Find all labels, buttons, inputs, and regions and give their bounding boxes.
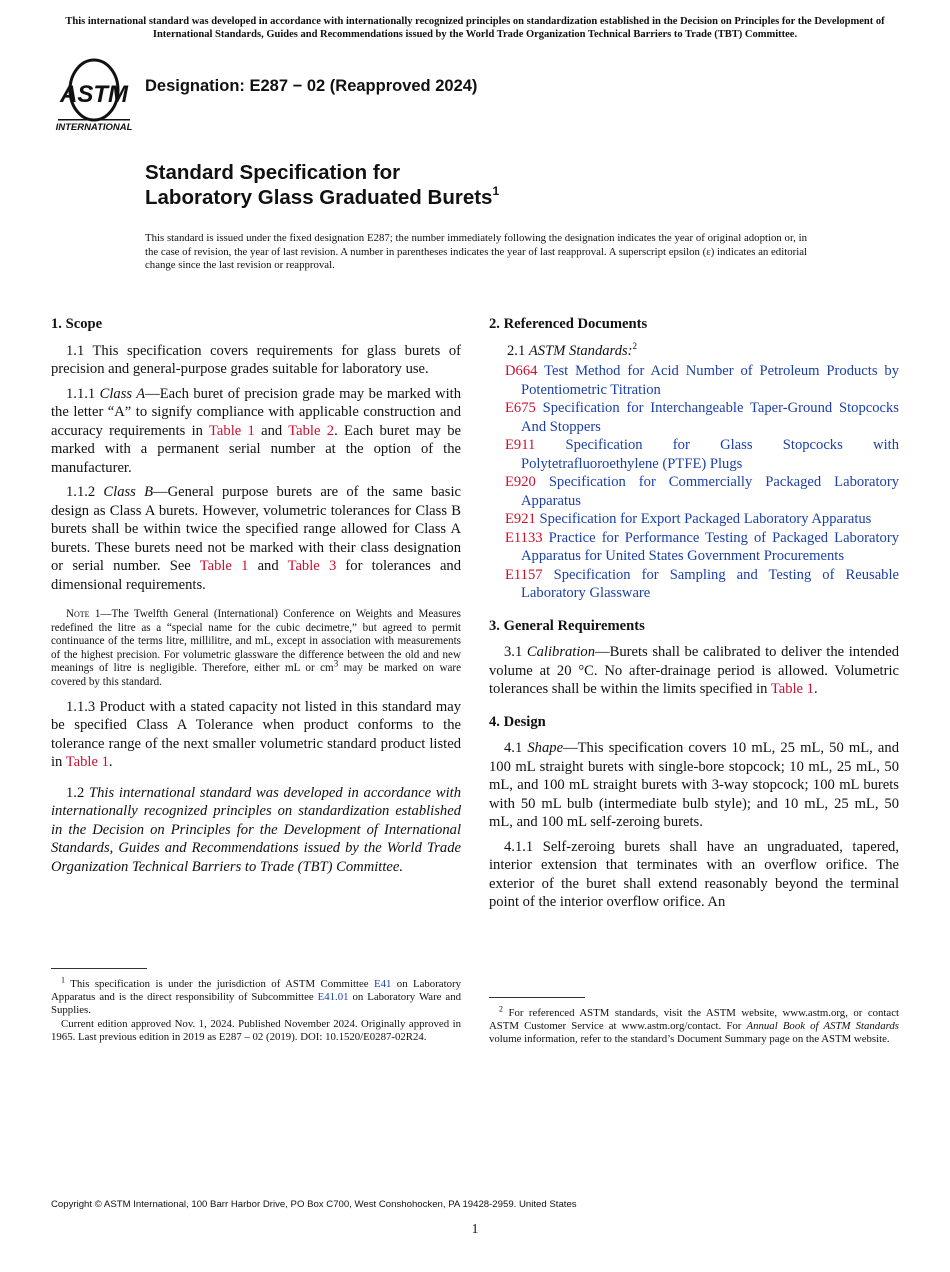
ref-item <box>489 529 899 566</box>
footnote-rule-left <box>51 968 147 969</box>
link-table-1[interactable]: Table 1 <box>770 681 814 697</box>
link-table-1[interactable]: Table 1 <box>199 558 249 574</box>
ref-item <box>489 566 899 603</box>
ref-code-link[interactable]: E920 <box>505 474 536 490</box>
astm-standards-heading: 2.1 ASTM Standards:$^2$ <box>507 340 638 359</box>
link-table-2[interactable]: Table 2 <box>288 422 335 439</box>
ref-code-link[interactable]: D664 <box>505 363 538 379</box>
ref-title-link[interactable]: Specification for Glass Stopcocks with Polytetrafluoroethylene (PTFE) Plugs <box>521 437 899 472</box>
link-table-1[interactable]: Table 1 <box>65 754 109 771</box>
section-heading-scope: 1. Scope <box>51 316 103 332</box>
copyright: Copyright © ASTM International, 100 Barr Harbor Drive, PO Box C700, West Conshohocken, PA 19428-2959. United States <box>51 1199 577 1210</box>
note-1: Note 1—The Twelfth General (International) Conference on Weights and Measures redefined the litre as a “special name for the cubic decimetre,” but agreed to permit continuance of the terms litre, millilitre, and mL, except in association with measurements of the highest precision. For volumetric glassware the difference between the old and new meanings of litre is negligible. Therefore, either mL or $cm^3$ may be marked on ware covered by this standard. <box>51 608 461 688</box>
ref-item <box>489 510 899 529</box>
title-footnote-mark: 1 <box>492 184 500 198</box>
ref-code-link[interactable]: E1133 <box>505 529 543 546</box>
footnote-rule-right <box>489 997 585 998</box>
footnote-2: $^2$ For referenced ASTM standards, visit the ASTM website, www.astm.org, or contact ASTM Customer Service at www.astm.org/contact. For Annual Book of ASTM Standards volume information, refer to the standard’s Document Summary page on the ASTM website. <box>489 1004 899 1046</box>
ref-item <box>489 362 899 399</box>
logo-sub: INTERNATIONAL <box>55 122 133 132</box>
astm-logo <box>54 56 134 132</box>
ref-title-link[interactable]: Specification for Export Packaged Laboratory Apparatus <box>539 511 872 527</box>
ref-code-link[interactable]: E675 <box>505 400 536 416</box>
ref-title-link[interactable]: Specification for Commercially Packaged Laboratory Apparatus <box>521 474 900 509</box>
link-e41-01[interactable]: E41.01 <box>317 991 349 1004</box>
link-e41[interactable]: E41 <box>373 978 392 990</box>
para-4-1: 4.1 Shape—This specification covers 10 mL, 25 mL, 50 mL, and 100 mL straight burets with single-bore stopcock; 10 mL, 25 mL, 50 mL, and 100 mL straight burets with 3-way stopcock; 100 mL burets with 50 mL bulb (intermediate bulb style); and 10 mL, 25 mL, 50 mL, and 100 mL self-zeroing burets. <box>489 740 899 830</box>
section-heading-refs: 2. Referenced Documents <box>489 316 648 332</box>
title-line-2: Laboratory Glass Graduated Burets$^1$ <box>145 184 500 209</box>
logo-text: ASTM <box>60 81 128 108</box>
document-title <box>145 160 499 210</box>
ref-title-link[interactable]: Specification for Interchangeable Taper-Ground Stopcocks And Stoppers <box>521 400 899 435</box>
para-1-1-3: 1.1.3 Product with a stated capacity not listed in this standard may be specified Class A Tolerance when product conforms to the tolerance range of the next smaller volumetric standard product listed in Table 1. <box>51 698 461 771</box>
ref-title-link[interactable]: Test Method for Acid Number of Petroleum Products by Potentiometric Titration <box>521 363 899 398</box>
ref-title-link[interactable]: Specification for Sampling and Testing of Reusable Laboratory Glassware <box>521 566 899 601</box>
top-notice: This international standard was developed in accordance with internationally recognized principles on standardization established in the Decision on Principles for the Development of International Standards, Guides and Recommendations issued by the World Trade Organization Technical Barriers to Trade (TBT) Committee. <box>65 16 885 40</box>
ref-item <box>489 473 899 510</box>
link-table-1[interactable]: Table 1 <box>209 422 255 439</box>
para-1-1-2: 1.1.2 Class B—General purpose burets are of the same basic design as Class A burets. However, volumetric tolerances for Class B burets shall be within twice the specified range allowed for Class A burets. These burets need not be marked with their class designation or serial number. See Table 1 and Table 3 for tolerances and dimensional requirements. <box>51 484 462 593</box>
ref-title-link[interactable]: Practice for Performance Testing of Packaged Laboratory Apparatus for United States Government Procurements <box>521 529 899 564</box>
ref-item <box>489 399 899 436</box>
link-table-3[interactable]: Table 3 <box>287 558 337 574</box>
para-3-1: 3.1 Calibration—Burets shall be calibrated to deliver the intended volume at 20 °C. No after-drainage period is allowed. Volumetric tolerances shall be within the limits specified in Table 1. <box>489 644 899 697</box>
ref-list <box>489 362 899 603</box>
ref-code-link[interactable]: E921 <box>505 511 536 527</box>
preamble: This standard is issued under the fixed designation E287; the number immediately following the designation indicates the year of original adoption or, in the case of revision, the year of last revision. A number in parentheses indicates the year of last reapproval. A superscript epsilon (ε) indicates an editorial change since the last revision or reapproval. <box>145 232 807 272</box>
section-heading-design: 4. Design <box>489 713 546 730</box>
title-line-1: Standard Specification for <box>145 161 401 184</box>
section-heading-general: 3. General Requirements <box>489 617 645 634</box>
page-number: 1 <box>471 1221 479 1236</box>
left-column <box>51 315 461 876</box>
para-1-2: 1.2 This international standard was developed in accordance with internationally recognized principles on standardization established in the Decision on Principles for the Development of International Standards, Guides and Recommendations issued by the World Trade Organization Technical Barriers to Trade (TBT) Committee. <box>51 784 462 875</box>
designation: Designation: E287 − 02 (Reapproved 2024) <box>145 77 478 95</box>
para-1-1: 1.1 This specification covers requirements for glass burets of precision and general-purpose grades suitable for laboratory use. <box>51 342 461 377</box>
footnote-1: $^1$ This specification is under the jurisdiction of ASTM Committee E41 on Laboratory Apparatus and is the direct responsibility of Subcommittee E41.01 on Laboratory Ware and Supplies. Current edition approved Nov. 1, 2024. Published November 2024. Originally approved in 1965. Last previous edition in 2019 as E287 – 02 (2019). DOI: 10.1520/E0287-02R24. <box>51 975 461 1043</box>
para-4-1-1: 4.1.1 Self-zeroing burets shall have an ungraduated, tapered, interior extension that terminates with an overflow orifice. The exterior of the buret shall extend reasonably beyond the terminal point of the interior overflow orifice. An <box>489 838 899 910</box>
para-1-1-1: 1.1.1 Class A—Each buret of precision grade may be marked with the letter “A” to signify compliance with applicable construction and accuracy requirements in Table 1 and Table 2. Each buret may be marked with a permanent serial number at the option of the manufacturer. <box>51 385 461 476</box>
ref-code-link[interactable]: E911 <box>505 437 536 453</box>
ref-item <box>489 436 899 473</box>
right-column <box>489 315 899 912</box>
ref-code-link[interactable]: E1157 <box>505 566 543 583</box>
